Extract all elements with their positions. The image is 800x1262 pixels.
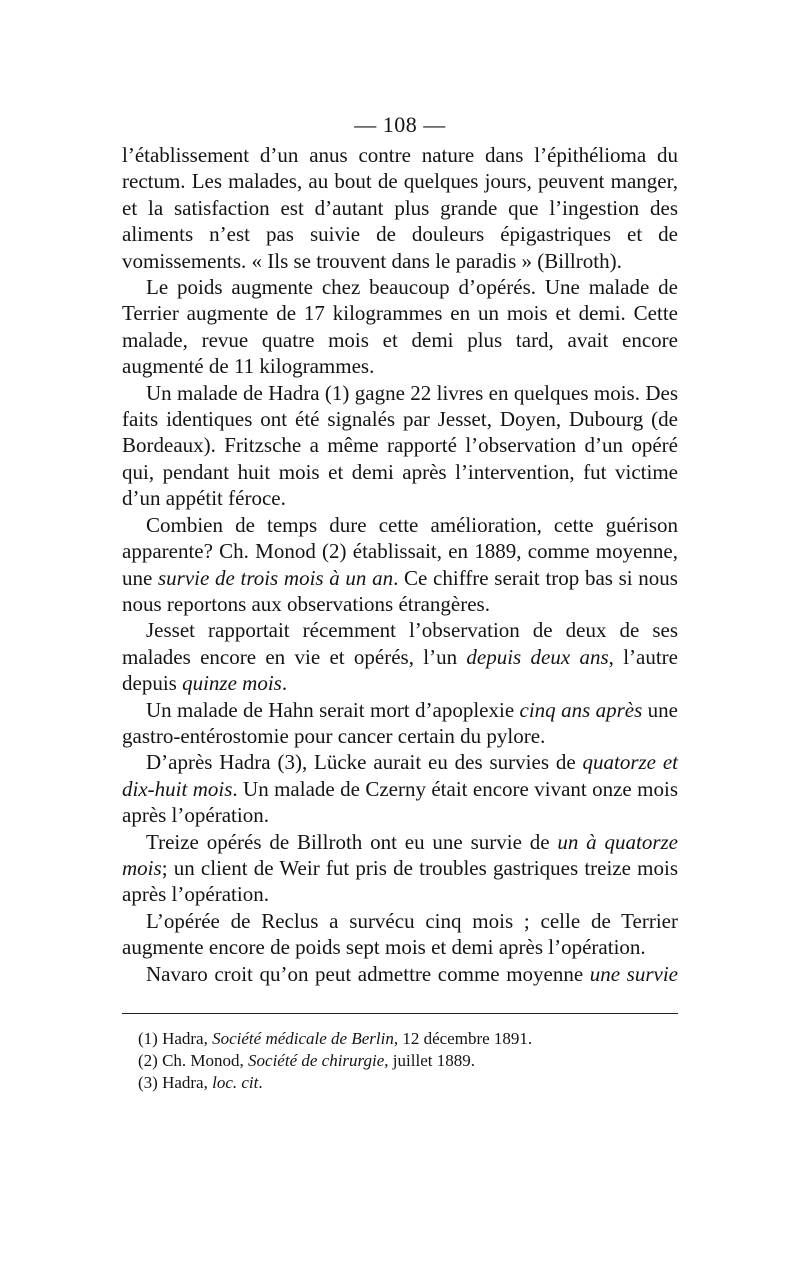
text-run: Jesset rapportait récemment l’observation de deux de ses malades encore en vie et opérés, l’un xyxy=(122,618,678,669)
italic-run: un à quatorze mois xyxy=(122,829,679,880)
paragraph xyxy=(122,829,678,908)
text-run: l’établissement d’un anus contre nature dans l’épithélioma du rectum. Les malades, au bout de quelques jours, peuvent manger, et la satisfaction est d’autant plus grande que l’ingestion des aliments n’est pas suivie de douleurs épigastriques et de vomissements. « Ils se trouvent dans le paradis » (Billroth). xyxy=(122,143,678,273)
italic-run: survie de trois mois à un an xyxy=(158,565,394,590)
page-number: — 108 — xyxy=(354,112,446,137)
footnote xyxy=(122,1072,678,1094)
footnotes xyxy=(122,1028,678,1094)
text-run: une gastro-entérostomie pour cancer certain du pylore. xyxy=(122,697,678,748)
paragraph xyxy=(122,697,678,750)
italic-run: Société médicale de Berlin xyxy=(212,1029,394,1048)
text-run: , l’autre depuis xyxy=(122,644,678,696)
text-run: (3) Hadra, xyxy=(138,1073,213,1092)
text-run: (2) Ch. Monod, xyxy=(138,1051,249,1070)
paragraph xyxy=(122,512,678,618)
text-run: . Ce chiffre serait trop bas si nous nous reportons aux observations étrangères. xyxy=(122,565,678,616)
text-run: , 12 décembre 1891. xyxy=(393,1029,533,1048)
footnote xyxy=(122,1050,678,1072)
italic-run: quatorze et dix-huit mois xyxy=(122,750,678,801)
text-run: . xyxy=(258,1073,263,1092)
footnote xyxy=(122,1028,678,1050)
italic-run: quinze mois xyxy=(182,671,282,696)
italic-run: Société de chirurgie xyxy=(248,1051,385,1070)
body-text xyxy=(122,142,678,987)
text-run: D’après Hadra (3), Lücke aurait eu des survies de xyxy=(146,750,583,775)
text-run: . xyxy=(281,671,288,696)
text-run: (1) Hadra, xyxy=(138,1029,213,1048)
paragraph xyxy=(122,961,678,987)
paragraph xyxy=(122,617,678,696)
paragraph xyxy=(122,142,678,274)
italic-run: une survie xyxy=(589,961,678,986)
text-run: ; un client de Weir fut pris de troubles gastriques treize mois après l’opération. xyxy=(122,855,678,907)
text-run: Le poids augmente chez beaucoup d’opérés. Une malade de Terrier augmente de 17 kilogrammes en un mois et demi. Cette malade, revue quatre mois et demi plus tard, avait encore augmenté de 11 kilogrammes. xyxy=(122,275,678,379)
text-run: L’opérée de Reclus a survécu cinq mois ; celle de Terrier augmente encore de poids sept mois et demi après l’opération. xyxy=(122,908,678,960)
italic-run: loc. cit xyxy=(212,1073,259,1092)
paragraph xyxy=(122,749,678,828)
text-run: Un malade de Hahn serait mort d’apoplexie xyxy=(146,697,520,722)
paragraph xyxy=(122,274,678,380)
text-run: , juillet 1889. xyxy=(384,1051,475,1070)
paragraph xyxy=(122,380,678,512)
text-run: Combien de temps dure cette amélioration, cette guérison apparente? Ch. Monod (2) établissait, en 1889, comme moyenne, une xyxy=(122,512,678,590)
text-run: Treize opérés de Billroth ont eu une survie de xyxy=(146,829,558,854)
italic-run: depuis deux ans xyxy=(466,644,609,669)
text-run: Navaro croit qu’on peut admettre comme moyenne xyxy=(146,961,590,986)
italic-run: cinq ans après xyxy=(519,697,643,722)
footnote-divider xyxy=(122,1013,678,1014)
text-run: Un malade de Hadra (1) gagne 22 livres en quelques mois. Des faits identiques ont été signalés par Jesset, Doyen, Dubourg (de Bordeaux). Fritzsche a même rapporté l’observation d’un opéré qui, pendant huit mois et demi après l’intervention, fut victime d’un appétit féroce. xyxy=(122,380,678,511)
book-page xyxy=(122,112,678,1094)
text-run: . Un malade de Czerny était encore vivant onze mois après l’opération. xyxy=(122,776,678,828)
paragraph xyxy=(122,908,678,961)
